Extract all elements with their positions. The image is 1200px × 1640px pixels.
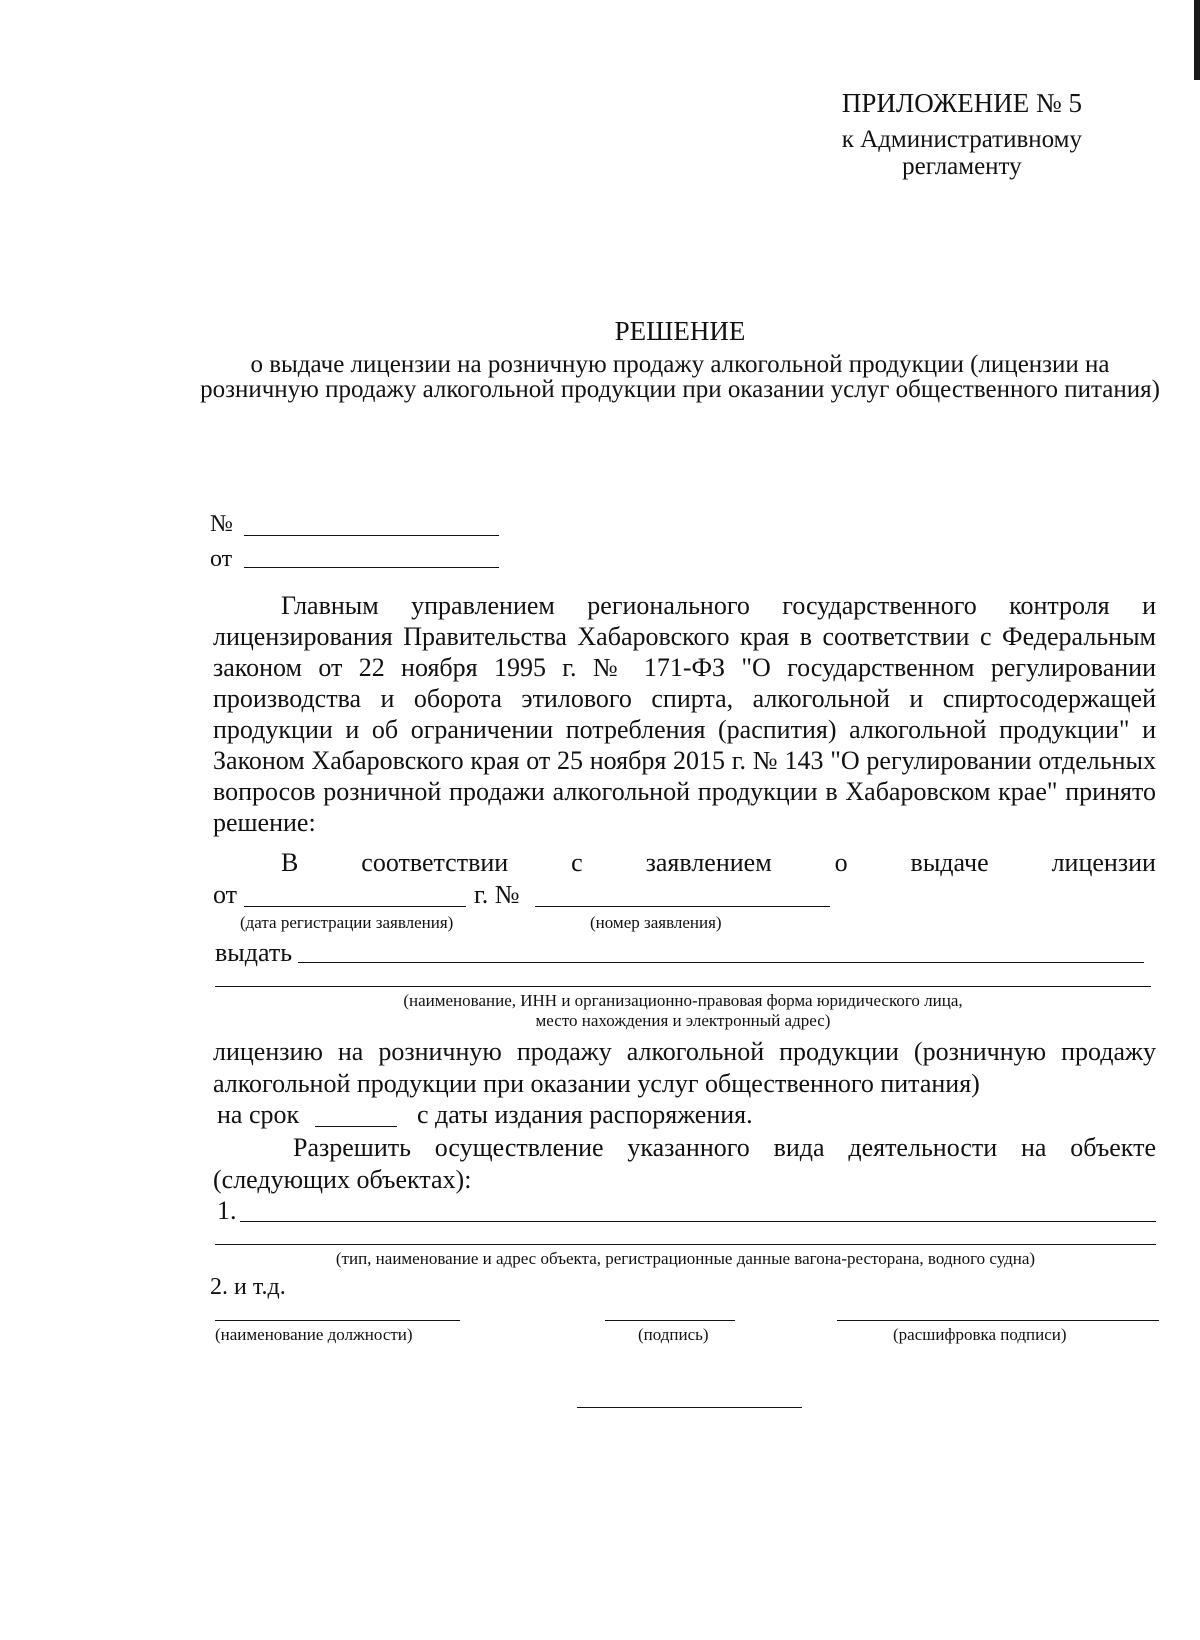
application-word: выдаче [910, 848, 989, 877]
scan-edge-mark [1194, 0, 1200, 80]
term-suffix: с даты издания распоряжения. [417, 1100, 753, 1129]
permit-paragraph: Разрешить осуществление указанного вида деятельности на объекте (следующих объектах): [213, 1133, 1156, 1194]
term-field-line[interactable] [315, 1126, 397, 1127]
decoding-signature-line[interactable] [837, 1320, 1159, 1321]
term-prefix: на срок [217, 1100, 300, 1129]
item-2-label: 2. и т.д. [210, 1274, 286, 1300]
application-word: о [834, 848, 848, 877]
license-paragraph: лицензию на розничную продажу алкогольной продукции (розничную продажу алкогольной продукции при оказании услуг общественного питания) [213, 1037, 1156, 1098]
number-field-line[interactable] [244, 535, 499, 536]
issue-entity-line-1[interactable] [298, 962, 1144, 963]
hint-application-number: (номер заявления) [590, 913, 722, 932]
application-word: лицензии [1051, 848, 1156, 877]
hint-registration-date: (дата регистрации заявления) [240, 913, 454, 932]
closing-separator-line [577, 1407, 802, 1408]
issue-label: выдать [215, 938, 293, 967]
appendix-subtitle-line2: регламенту [902, 153, 1022, 180]
application-row [281, 848, 1156, 878]
application-date-line[interactable] [244, 906, 466, 907]
application-number-label: г. № [474, 880, 520, 909]
number-label: № [210, 511, 233, 537]
appendix-subtitle-line1: к Административному [841, 126, 1082, 153]
hint-entity-line1: (наименование, ИНН и организационно-правовая форма юридического лица, [403, 991, 963, 1010]
date-label: от [210, 546, 233, 572]
hint-position: (наименование должности) [215, 1325, 413, 1344]
application-from-label: от [213, 880, 238, 909]
item-1-label: 1. [217, 1196, 237, 1225]
issue-entity-line-2[interactable] [215, 986, 1151, 987]
legal-basis-paragraph: Главным управлением регионального государственного контроля и лицензирования Правительства Хабаровского края в соответствии с Федеральным законом от 22 ноября 1995 г. № 171-ФЗ "О государственном регулировании производства и оборота этилового спирта, алкогольной и спиртосодержащей продукции и об ограничении потребления (распития) алкогольной продукции" и Законом Хабаровского края от 25 ноября 2015 г. № 143 "О регулировании отдельных вопросов розничной продажи алкогольной продукции в Хабаровском крае" принято решение: [213, 591, 1156, 837]
signature-line[interactable] [605, 1320, 735, 1321]
application-word: с [571, 848, 583, 877]
document-subtitle: о выдаче лицензии на розничную продажу алкогольной продукции (лицензии на розничную продажу алкогольной продукции при оказании услуг общественного питания) [200, 351, 1160, 403]
hint-signature: (подпись) [638, 1325, 709, 1344]
hint-signature-decoding: (расшифровка подписи) [893, 1325, 1067, 1344]
appendix-title: ПРИЛОЖЕНИЕ № 5 [841, 88, 1082, 118]
object-line-1[interactable] [240, 1221, 1156, 1222]
hint-entity-line2: место нахождения и электронный адрес) [535, 1011, 831, 1030]
hint-object: (тип, наименование и адрес объекта, регистрационные данные вагона-ресторана, водного судна) [335, 1249, 1036, 1268]
object-line-2[interactable] [215, 1244, 1156, 1245]
position-signature-line[interactable] [215, 1320, 460, 1321]
appendix-block [842, 88, 1082, 180]
application-word: заявлением [645, 848, 772, 877]
application-word: соответствии [361, 848, 509, 877]
application-word: В [281, 848, 299, 877]
application-number-line[interactable] [535, 906, 830, 907]
date-field-line[interactable] [244, 567, 499, 568]
document-title: РЕШЕНИЕ [614, 316, 746, 346]
